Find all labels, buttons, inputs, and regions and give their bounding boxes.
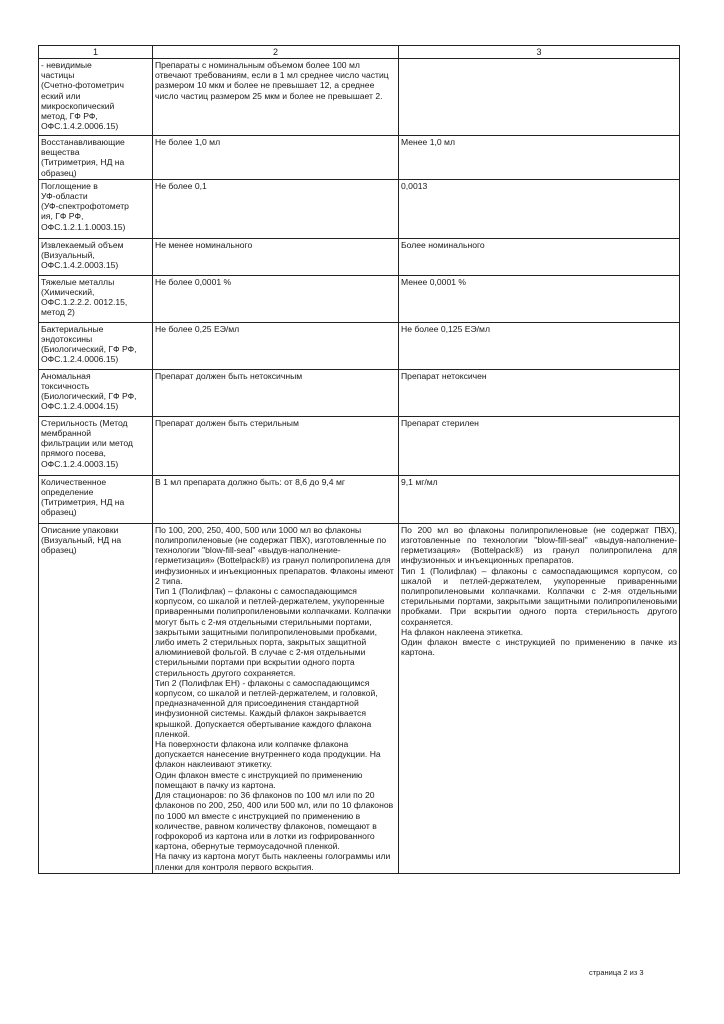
page-number: страница 2 из 3 [589,968,644,977]
table-row [39,322,680,369]
norm-cell: Не более 0,0001 % [153,275,399,322]
result-cell: Препарат нетоксичен [399,369,680,416]
specification-table [38,45,680,874]
result-cell: Более номинального [399,238,680,275]
norm-cell: Не более 0,1 [153,179,399,238]
parameter-cell: Извлекаемый объем (Визуальный, ОФС.1.4.2.0003.15) [39,238,153,275]
table-row [39,238,680,275]
result-cell: Препарат стерилен [399,416,680,475]
norm-cell: Препарат должен быть нетоксичным [153,369,399,416]
table-row [39,523,680,873]
table-row [39,369,680,416]
table-row [39,475,680,523]
table-row [39,59,680,136]
parameter-cell: Восстанавливающие вещества (Титриметрия, НД на образец) [39,136,153,180]
parameter-cell: Аномальная токсичность (Биологический, ГФ РФ, ОФС.1.2.4.0004.15) [39,369,153,416]
table-row [39,416,680,475]
parameter-cell: Стерильность (Метод мембранной фильтрации или метод прямого посева, ОФС.1.2.4.0003.15) [39,416,153,475]
parameter-cell: Количественное определение (Титриметрия, НД на образец) [39,475,153,523]
table-row [39,275,680,322]
table-row [39,179,680,238]
result-cell: По 200 мл во флаконы полипропиленовые (не содержат ПВХ), изготовленные по технологии "blow-fill-seal" «выдув-наполнение-герметизация» (Bottelpack®) из гранул полипропилена для инфузионных и инъекционных препаратов. Тип 1 (Полифлак) – флаконы с самоспадающимся корпусом, со шкалой и петлей-держателем, укупоренные приваренными полипропиленовыми колпачками. Колпачки с 2-мя отдельными стерильными портами, закрытыми защитными полипропиленовыми пробками. При вскрытии одного порта стерильность другого сохраняется. На флакон наклеена этикетка. Один флакон вместе с инструкцией по применению в пачке из картона. [399,523,680,873]
norm-cell: Препараты с номинальным объемом более 100 мл отвечают требованиям, если в 1 мл среднее число частиц размером 10 мкм и более не превышает 12, а среднее число частиц размером 25 мкм и более не превышает 2. [153,59,399,136]
norm-cell: В 1 мл препарата должно быть: от 8,6 до 9,4 мг [153,475,399,523]
parameter-cell: - невидимые частицы (Счетно-фотометрич еский или микроскопический метод, ГФ РФ, ОФС.1.4.2.0006.15) [39,59,153,136]
norm-cell: Не менее номинального [153,238,399,275]
parameter-cell: Поглощение в УФ-области (УФ-спектрофотометр ия, ГФ РФ, ОФС.1.2.1.1.0003.15) [39,179,153,238]
column-number-1: 1 [39,46,153,59]
result-cell: 0,0013 [399,179,680,238]
table-header-row [39,46,680,59]
result-cell: Не более 0,125 ЕЭ/мл [399,322,680,369]
result-cell: 9,1 мг/мл [399,475,680,523]
result-cell: Менее 0,0001 % [399,275,680,322]
parameter-cell: Описание упаковки (Визуальный, НД на образец) [39,523,153,873]
norm-cell: Препарат должен быть стерильным [153,416,399,475]
table-row [39,136,680,180]
column-number-2: 2 [153,46,399,59]
result-cell [399,59,680,136]
norm-cell: Не более 1,0 мл [153,136,399,180]
norm-cell: Не более 0,25 ЕЭ/мл [153,322,399,369]
result-cell: Менее 1,0 мл [399,136,680,180]
norm-cell: По 100, 200, 250, 400, 500 или 1000 мл во флаконы полипропиленовые (не содержат ПВХ), изготовленные по технологии "blow-fill-seal" «выдув-наполнение-герметизация» (Bottelpack®) из гранул полипропилена для инфузионных и инъекционных препаратов. Флаконы имеют 2 типа. Тип 1 (Полифлак) – флаконы с самоспадающимся корпусом, со шкалой и петлей-держателем, укупоренные приваренными полипропиленовыми колпачками. Колпачки могут быть с 2-мя отдельными стерильными портами, закрытыми защитными полипропиленовыми пробками, либо иметь 2 стерильных порта, закрытых защитной алюминиевой фольгой. В случае с 2-мя отдельными стерильными портами при вскрытии одного порта стерильность другого сохраняется. Тип 2 (Полифлак ЕН) - флаконы с самоспадающимся корпусом, со шкалой и петлей-держателем, и головкой, предназначенной для присоединения стандартной инфузионной системы. Каждый флакон закрывается крышкой. Допускается обертывание каждого флакона пленкой. На поверхности флакона или колпачке флакона допускается нанесение внутреннего кода продукции. На флакон наклеивают этикетку. Один флакон вместе с инструкцией по применению помещают в пачку из картона. Для стационаров: по 36 флаконов по 100 мл или по 20 флаконов по 200, 250, 400 или 500 мл, или по 10 флаконов по 1000 мл вместе с инструкцией по применению в количестве, равном количеству флаконов, помещают в гофрокороб из картона или в лотки из гофрированного картона, обернутые термоусадочной пленкой. На пачку из картона могут быть наклеены голограммы или пленки для контроля первого вскрытия. [153,523,399,873]
column-number-3: 3 [399,46,680,59]
parameter-cell: Тяжелые металлы (Химический, ОФС.1.2.2.2. 0012.15, метод 2) [39,275,153,322]
parameter-cell: Бактериальные эндотоксины (Биологический, ГФ РФ, ОФС.1.2.4.0006.15) [39,322,153,369]
